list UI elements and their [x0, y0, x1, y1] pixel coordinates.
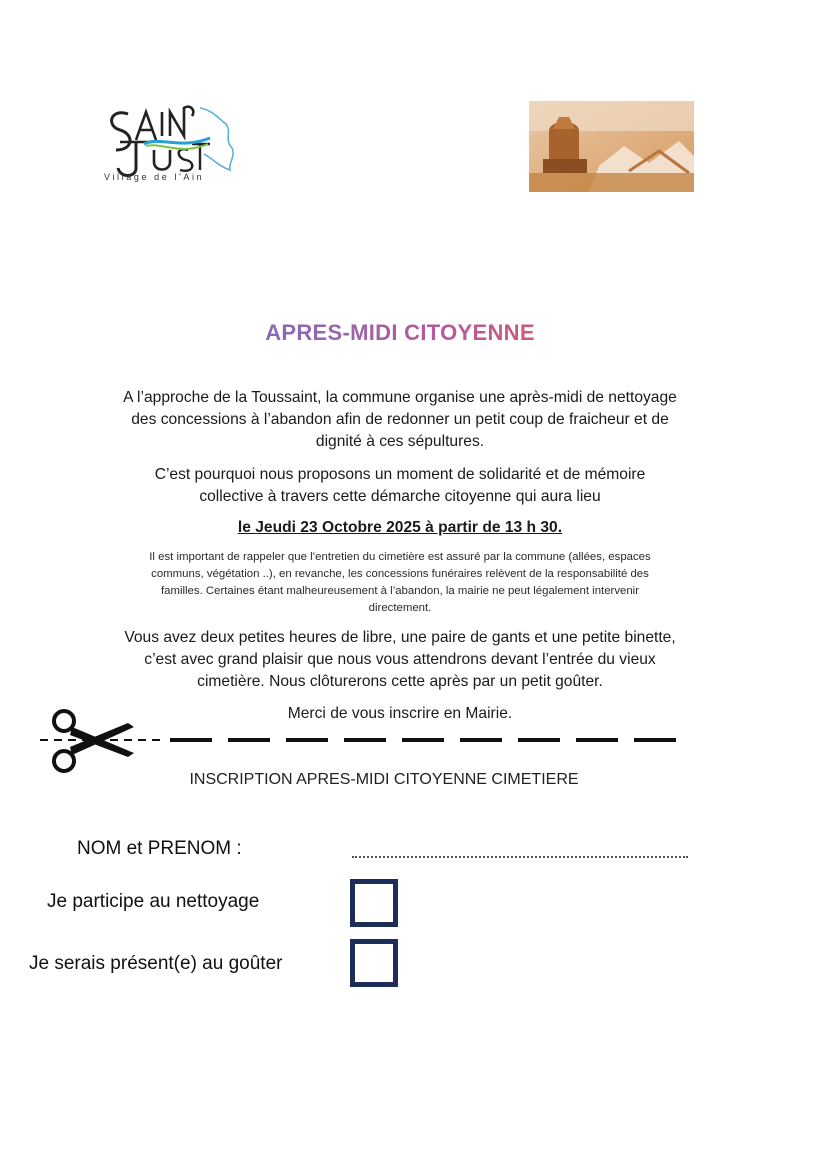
cleaning-label: Je participe au nettoyage [47, 891, 260, 912]
intro-line: A l’approche de la Toussaint, la commune organise une après-midi de nettoyage [123, 389, 677, 406]
maintenance-note [0, 549, 800, 617]
scissors-icon [42, 705, 142, 775]
note-line: communs, végétation ..), en revanche, les concessions funéraires relèvent de la responsabilité des [151, 568, 649, 580]
page-title: APRES-MIDI CITOYENNE [0, 320, 800, 346]
intro-line: dignité à ces sépultures. [315, 433, 485, 450]
note-line: Il est important de rappeler que l’entretien du cimetière est assuré par la commune (allées, espaces [149, 551, 651, 563]
invite-line: Vous avez deux petites heures de libre, une paire de gants et une petite binette, [124, 629, 676, 646]
invite-line: c’est avec grand plaisir que nous vous attendrons devant l’entrée du vieux [144, 651, 656, 668]
name-field[interactable] [352, 846, 688, 858]
register-note: Merci de vous inscrire en Mairie. [287, 705, 513, 722]
invite-paragraph [0, 627, 800, 693]
name-label: NOM et PRENOM : [77, 838, 242, 859]
solidarity-line: collective à travers cette démarche citoyenne qui aura lieu [199, 488, 601, 505]
snack-checkbox[interactable] [350, 939, 398, 987]
logo-tagline: Village de l'Ain [104, 172, 205, 182]
invite-line: cimetière. Nous clôturerons cette après par un petit goûter. [197, 673, 603, 690]
cleaning-checkbox[interactable] [350, 879, 398, 927]
intro-paragraph [0, 387, 800, 453]
monument-photo [529, 101, 694, 192]
intro-line: des concessions à l’abandon afin de redonner un petit coup de fraicheur et de [131, 411, 669, 428]
solidarity-line: C’est pourquoi nous proposons un moment de solidarité et de mémoire [154, 466, 646, 483]
note-line: familles. Certaines étant malheureusement à l’abandon, la mairie ne peut légalement intervenir [160, 585, 640, 597]
form-title: INSCRIPTION APRES-MIDI CITOYENNE CIMETIERE [189, 771, 579, 788]
solidarity-paragraph [0, 464, 800, 508]
snack-label: Je serais présent(e) au goûter [29, 953, 283, 974]
note-line: directement. [368, 602, 432, 614]
event-date: le Jeudi 23 Octobre 2025 à partir de 13 h 30. [237, 519, 563, 536]
